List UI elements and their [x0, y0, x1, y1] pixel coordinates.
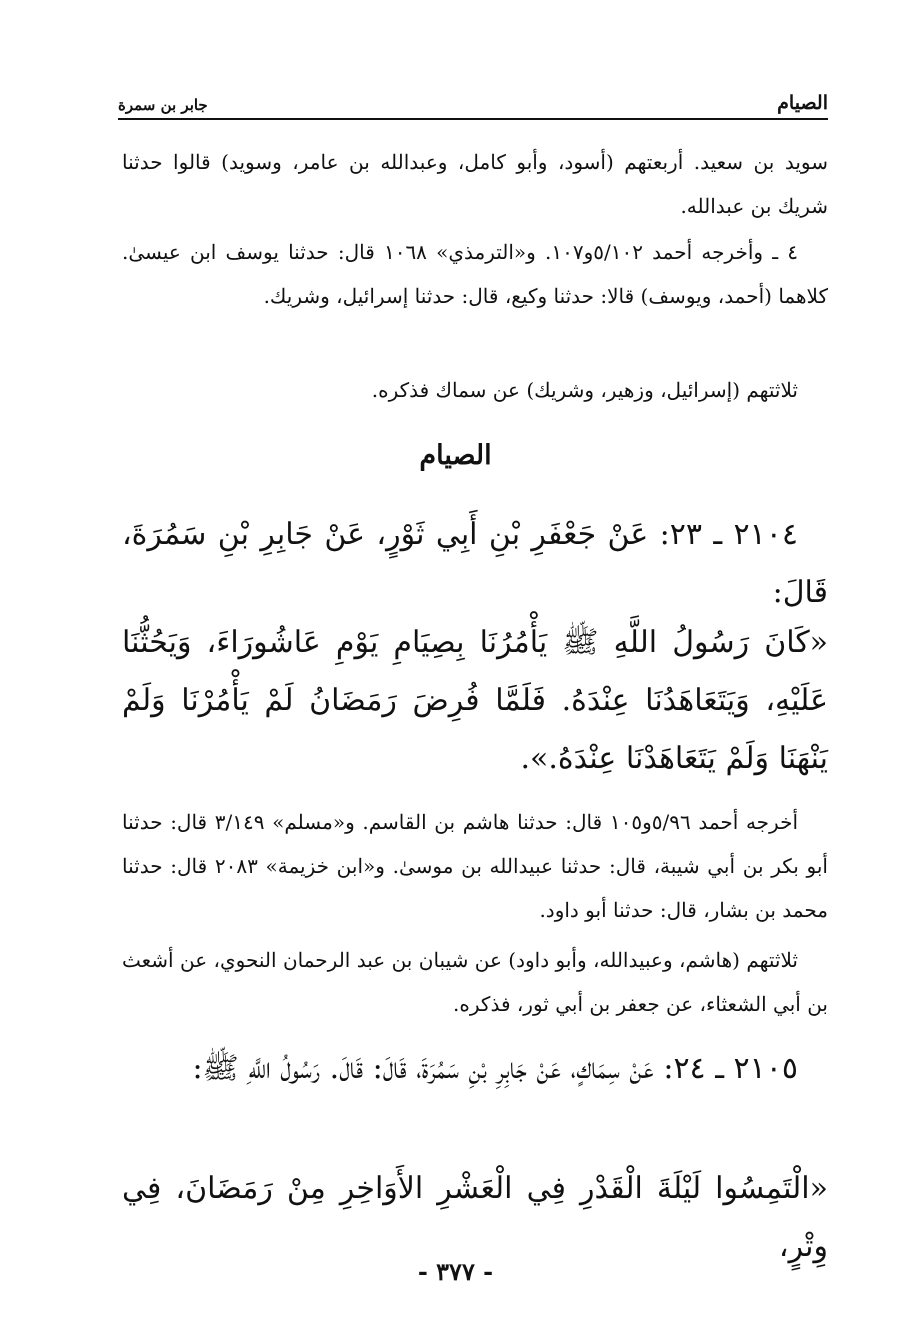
hadith-2104-text: «كَانَ رَسُولُ اللَّهِ ﷺ يَأْمُرُنَا بِصِيَامِ يَوْمِ عَاشُورَاءَ، وَيَحُثُّنَا عَلَيْهِ، وَيَتَعَاهَدُنَا عِنْدَهُ. فَلَمَّا فُرِضَ رَمَضَانُ لَمْ يَأْمُرْنَا وَلَمْ يَنْهَنَا وَلَمْ يَتَعَاهَدْنَا عِنْدَهُ.». [122, 625, 828, 776]
page-number: - ٣٧٧ - [417, 1257, 494, 1286]
header-chapter: الصيام [777, 92, 828, 114]
hadith-2104-isnad: ثلاثتهم (هاشم، وعبيدالله، وأبو داود) عن شيبان بن عبد الرحمان النحوي، عن أشعث بن أبي الشعثاء، عن جعفر بن أبي ثور، فذكره. [122, 948, 828, 1016]
hadith-2104-intro: ٢١٠٤ ـ ٢٣: عَنْ جَعْفَرِ بْنِ أَبِي ثَوْرٍ، عَنْ جَابِرِ بْنِ سَمُرَةَ، قَالَ: [122, 517, 828, 610]
hadith-2104-takhrij: أخرجه أحمد ٥/٩٦و١٠٥ قال: حدثنا هاشم بن القاسم. و«مسلم» ٣/١٤٩ قال: حدثنا أبو بكر بن أبي شيبة، قال: حدثنا عبيدالله بن موسىٰ. و«ابن خزيمة» ٢٠٨٣ قال: حدثنا محمد بن بشار، قال: حدثنا أبو داود. [122, 810, 828, 922]
section-title: الصيام [419, 440, 492, 471]
paragraph-1: سويد بن سعيد. أربعتهم (أسود، وأبو كامل، وعبدالله بن عامر، وسويد) قالوا حدثنا شريك بن عبدالله. [122, 150, 828, 218]
running-header [118, 88, 828, 120]
header-narrator: جابر بن سمرة [118, 96, 208, 114]
paragraph-2: ٤ ـ وأخرجه أحمد ٥/١٠٢و١٠٧. و«الترمذي» ١٠٦٨ قال: حدثنا يوسف ابن عيسىٰ. كلاهما (أحمد، ويوسف) قالا: حدثنا وكيع، قال: حدثنا إسرائيل، وشريك. [122, 240, 828, 308]
paragraph-3: ثلاثتهم (إسرائيل، وزهير، وشريك) عن سماك فذكره. [371, 378, 798, 402]
hadith-2105-intro: ٢١٠٥ ـ ٢٤: عَنْ سِمَاكٍ، عَنْ جَابِرِ بْنِ سَمُرَةَ، قَالَ: قَالَ. رَسُولُ اللَّهِ ﷺ: [192, 1051, 798, 1086]
hadith-2105-text: «الْتَمِسُوا لَيْلَةَ الْقَدْرِ فِي الْعَشْرِ الأَوَاخِرِ مِنْ رَمَضَانَ، فِي وِتْرٍ، [122, 1171, 828, 1264]
